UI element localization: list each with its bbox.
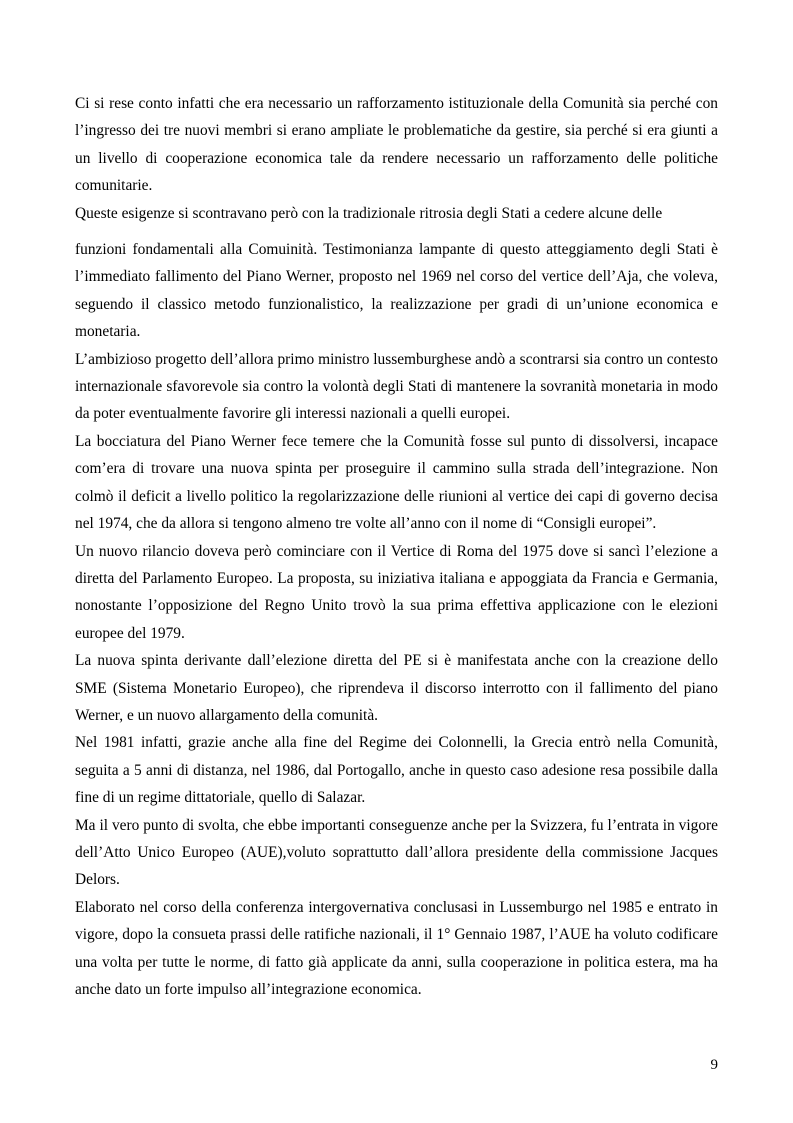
paragraph-6: Un nuovo rilancio doveva però cominciare con il Vertice di Roma del 1975 dove si sancì l’elezione a diretta del Parlamento Europeo. La proposta, su iniziativa italiana e appoggiata da Francia e Germania, nonostante l’opposizione del Regno Unito trovò la sua prima effettiva applicazione con le elezioni europee del 1979. bbox=[75, 542, 718, 642]
paragraph-2: Queste esigenze si scontravano però con la tradizionale ritrosia degli Stati a cedere alcune delle bbox=[75, 204, 663, 222]
paragraph-7: La nuova spinta derivante dall’elezione diretta del PE si è manifestata anche con la creazione dello SME (Sistema Monetario Europeo), che riprendeva il discorso interrotto con il fallimento del piano Werner, e un nuovo allargamento della comunità. bbox=[75, 652, 718, 724]
page-body bbox=[75, 90, 718, 1003]
paragraph-10: Elaborato nel corso della conferenza intergovernativa conclusasi in Lussemburgo nel 1985 e entrato in vigore, dopo la consueta prassi delle ratifiche nazionali, il 1° Gennaio 1987, l’AUE ha voluto codificare una volta per tutte le norme, di fatto già applicate da anni, sulla cooperazione in politica estera, ma ha anche dato un forte impulso all’integrazione economica. bbox=[75, 898, 718, 998]
paragraph-4: L’ambizioso progetto dell’allora primo ministro lussemburghese andò a scontrarsi sia contro un contesto internazionale sfavorevole sia contro la volontà degli Stati di mantenere la sovranità monetaria in modo da poter eventualmente favorire gli interessi nazionali a quelli europei. bbox=[75, 350, 718, 423]
paragraph-1: Ci si rese conto infatti che era necessario un rafforzamento istituzionale della Comunità sia perché con l’ingresso dei tre nuovi membri si erano ampliate le problematiche da gestire, sia perché si era giunti a un livello di cooperazione economica tale da rendere necessario un rafforzamento delle politiche comunitarie. bbox=[75, 95, 718, 195]
paragraph-5: La bocciatura del Piano Werner fece temere che la Comunità fosse sul punto di dissolversi, incapace com’era di trovare una nuova spinta per proseguire il cammino sulla strada dell’integrazione. Non colmò il deficit a livello politico la regolarizzazione delle riunioni al vertice dei capi di governo decisa nel 1974, che da allora si tengono almeno tre volte all’anno con il nome di “Consigli europei”. bbox=[75, 432, 718, 533]
paragraph-8: Nel 1981 infatti, grazie anche alla fine del Regime dei Colonnelli, la Grecia entrò nella Comunità, seguita a 5 anni di distanza, nel 1986, dal Portogallo, anche in questo caso adesione resa possibile dalla fine di un regime dittatoriale, quello di Salazar. bbox=[75, 734, 718, 807]
paragraph-9: Ma il vero punto di svolta, che ebbe importanti conseguenze anche per la Svizzera, fu l’entrata in vigore dell’Atto Unico Europeo (AUE),voluto soprattutto dall’allora presidente della commissione Jacques Delors. bbox=[75, 816, 718, 889]
paragraph-3: funzioni fondamentali alla Comuinità. Testimonianza lampante di questo atteggiamento degli Stati è l’immediato fallimento del Piano Werner, proposto nel 1969 nel corso del vertice dell’Aja, che voleva, seguendo il classico metodo funzionalistico, la realizzazione per gradi di un’unione economica e monetaria. bbox=[75, 241, 718, 341]
page-number: 9 bbox=[710, 1057, 718, 1073]
